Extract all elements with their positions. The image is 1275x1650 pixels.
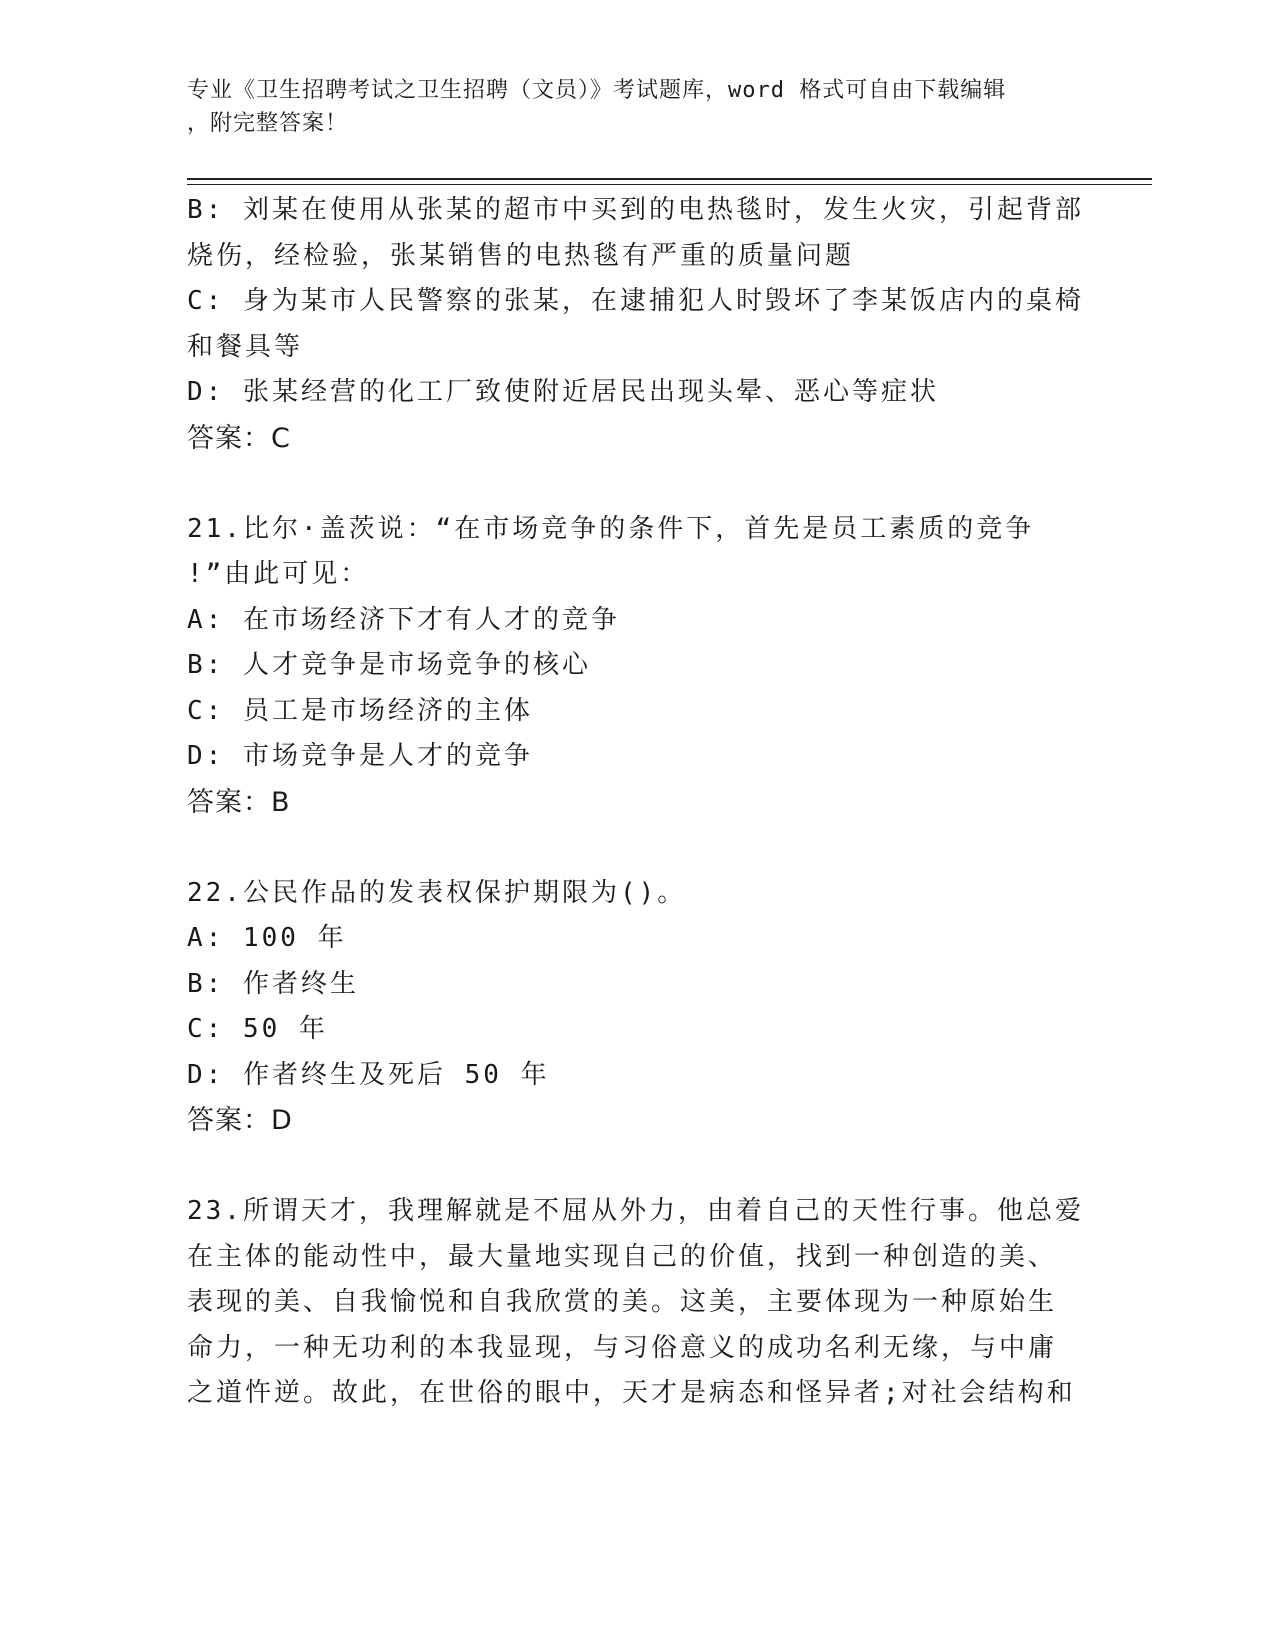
header-divider-thin [187, 184, 1152, 185]
document-body [187, 188, 1087, 1417]
option-b: B: 作者终生 [187, 968, 359, 999]
option-d: D: 市场竞争是人才的竞争 [187, 741, 533, 771]
answer-label: 答案：C [187, 422, 291, 454]
spacer [187, 1144, 1087, 1190]
header-title-line-2: ，附完整答案！ [187, 111, 349, 136]
option-a: A: 100 年 [187, 923, 347, 953]
option-d: D: 作者终生及死后 50 年 [187, 1059, 550, 1090]
question-stem-line-4: 命力，一种无功利的本我显现，与习俗意义的成功名利无缘，与中庸 [187, 1332, 1058, 1363]
option-a: A: 在市场经济下才有人才的竞争 [187, 604, 620, 635]
option-c: C: 50 年 [187, 1014, 328, 1044]
question-stem-line-2: 在主体的能动性中，最大量地实现自己的价值，找到一种创造的美、 [187, 1241, 1058, 1272]
option-c-line-1: C: 身为某市人民警察的张某，在逮捕犯人时毁坏了李某饭店内的桌椅 [187, 286, 1084, 316]
question-stem-line-2: !”由此可见： [187, 559, 370, 589]
header-title-line-1: 专业《卫生招聘考试之卫生招聘（文员）》考试题库，word 格式可自由下载编辑 [187, 78, 1007, 103]
question-stem: 22.公民作品的发表权保护期限为()。 [187, 877, 687, 908]
option-b: B: 人才竞争是市场竞争的核心 [187, 650, 591, 680]
question-block-22 [187, 871, 1087, 1144]
spacer [187, 825, 1087, 871]
option-b-line-2: 烧伤，经检验，张某销售的电热毯有严重的质量问题 [187, 240, 855, 271]
question-stem-line-3: 表现的美、自我愉悦和自我欣赏的美。这美，主要体现为一种原始生 [187, 1287, 1058, 1317]
question-block-23 [187, 1189, 1087, 1417]
question-block-21 [187, 507, 1087, 826]
question-block-20 [187, 188, 1087, 461]
header-divider-thick [187, 178, 1152, 180]
question-stem-line-1: 23.所谓天才，我理解就是不屈从外力，由着自己的天性行事。他总爱 [187, 1196, 1084, 1226]
answer-label: 答案：D [187, 1105, 293, 1136]
question-stem-line-1: 21.比尔·盖茨说：“在市场竞争的条件下，首先是员工素质的竞争 [187, 513, 1035, 544]
answer-label: 答案：B [187, 786, 291, 818]
option-d: D: 张某经营的化工厂致使附近居民出现头晕、恶心等症状 [187, 377, 939, 407]
spacer [187, 461, 1087, 507]
option-c: C: 员工是市场经济的主体 [187, 695, 533, 726]
option-b-line-1: B: 刘某在使用从张某的超市中买到的电热毯时，发生火灾，引起背部 [187, 195, 1084, 225]
question-stem-line-5: 之道忤逆。故此，在世俗的眼中，天才是病态和怪异者;对社会结构和 [187, 1378, 1076, 1408]
option-c-line-2: 和餐具等 [187, 331, 304, 362]
document-header [187, 74, 1087, 140]
